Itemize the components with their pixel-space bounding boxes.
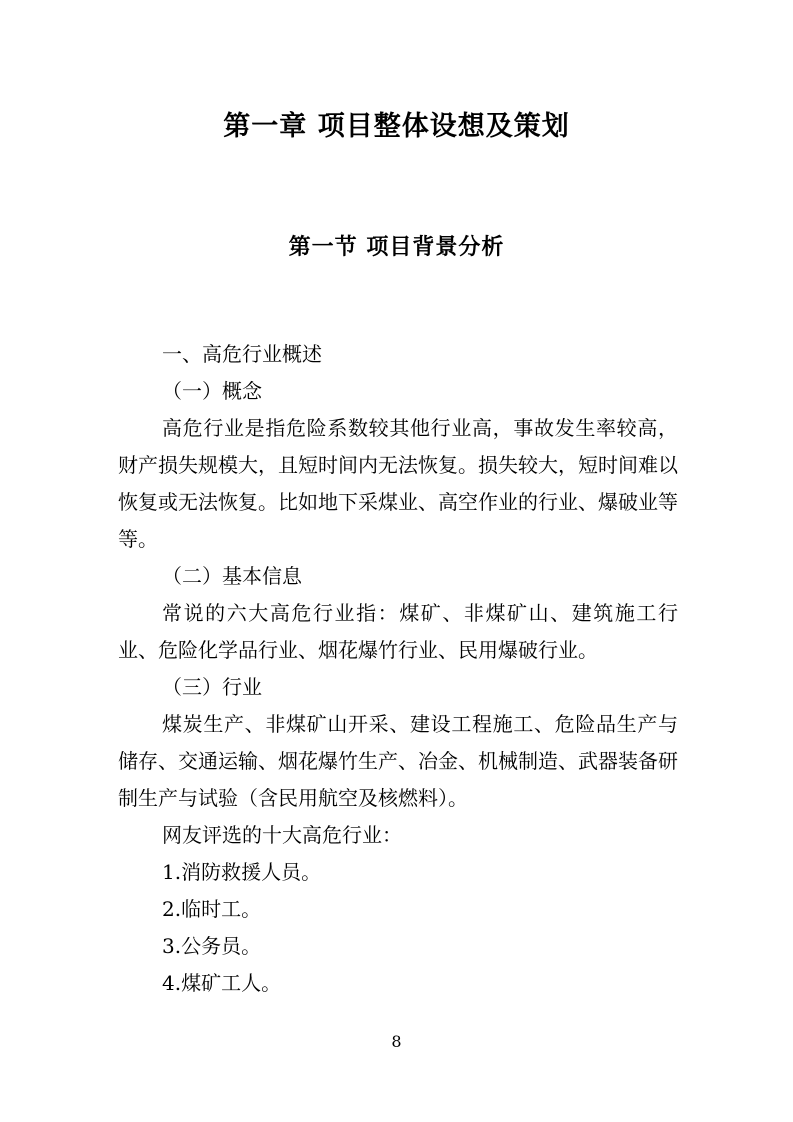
body-text <box>118 336 678 1002</box>
page-number: 8 <box>391 1032 402 1051</box>
list-intro: 网友评选的十大高危行业： <box>162 823 402 847</box>
chapter-title: 第一章 项目整体设想及策划 <box>223 111 570 142</box>
paragraph-industries: 煤炭生产、非煤矿山开采、建设工程施工、危险品生产与储存、交通运输、烟花爆竹生产、冶金、机械制造、武器装备研制生产与试验（含民用航空及核燃料）。 <box>118 712 678 810</box>
list-item: 1.消防救援人员。 <box>162 860 322 884</box>
paragraph-concept: 高危行业是指危险系数较其他行业高，事故发生率较高，财产损失规模大，且短时间内无法恢复。损失较大，短时间难以恢复或无法恢复。比如地下采煤业、高空作业的行业、爆破业等等。 <box>118 416 678 551</box>
subheading-industries: （三）行业 <box>162 675 262 699</box>
list-item: 4.煤矿工人。 <box>162 971 282 995</box>
subheading-basic-info: （二）基本信息 <box>162 564 302 588</box>
subheading-concept: （一）概念 <box>162 379 262 403</box>
heading-overview: 一、高危行业概述 <box>162 342 322 366</box>
list-item: 3.公务员。 <box>162 934 262 958</box>
section-title: 第一节 项目背景分析 <box>288 234 505 260</box>
paragraph-basic-info: 常说的六大高危行业指：煤矿、非煤矿山、建筑施工行业、危险化学品行业、烟花爆竹行业、民用爆破行业。 <box>118 601 678 662</box>
list-item: 2.临时工。 <box>162 897 262 921</box>
